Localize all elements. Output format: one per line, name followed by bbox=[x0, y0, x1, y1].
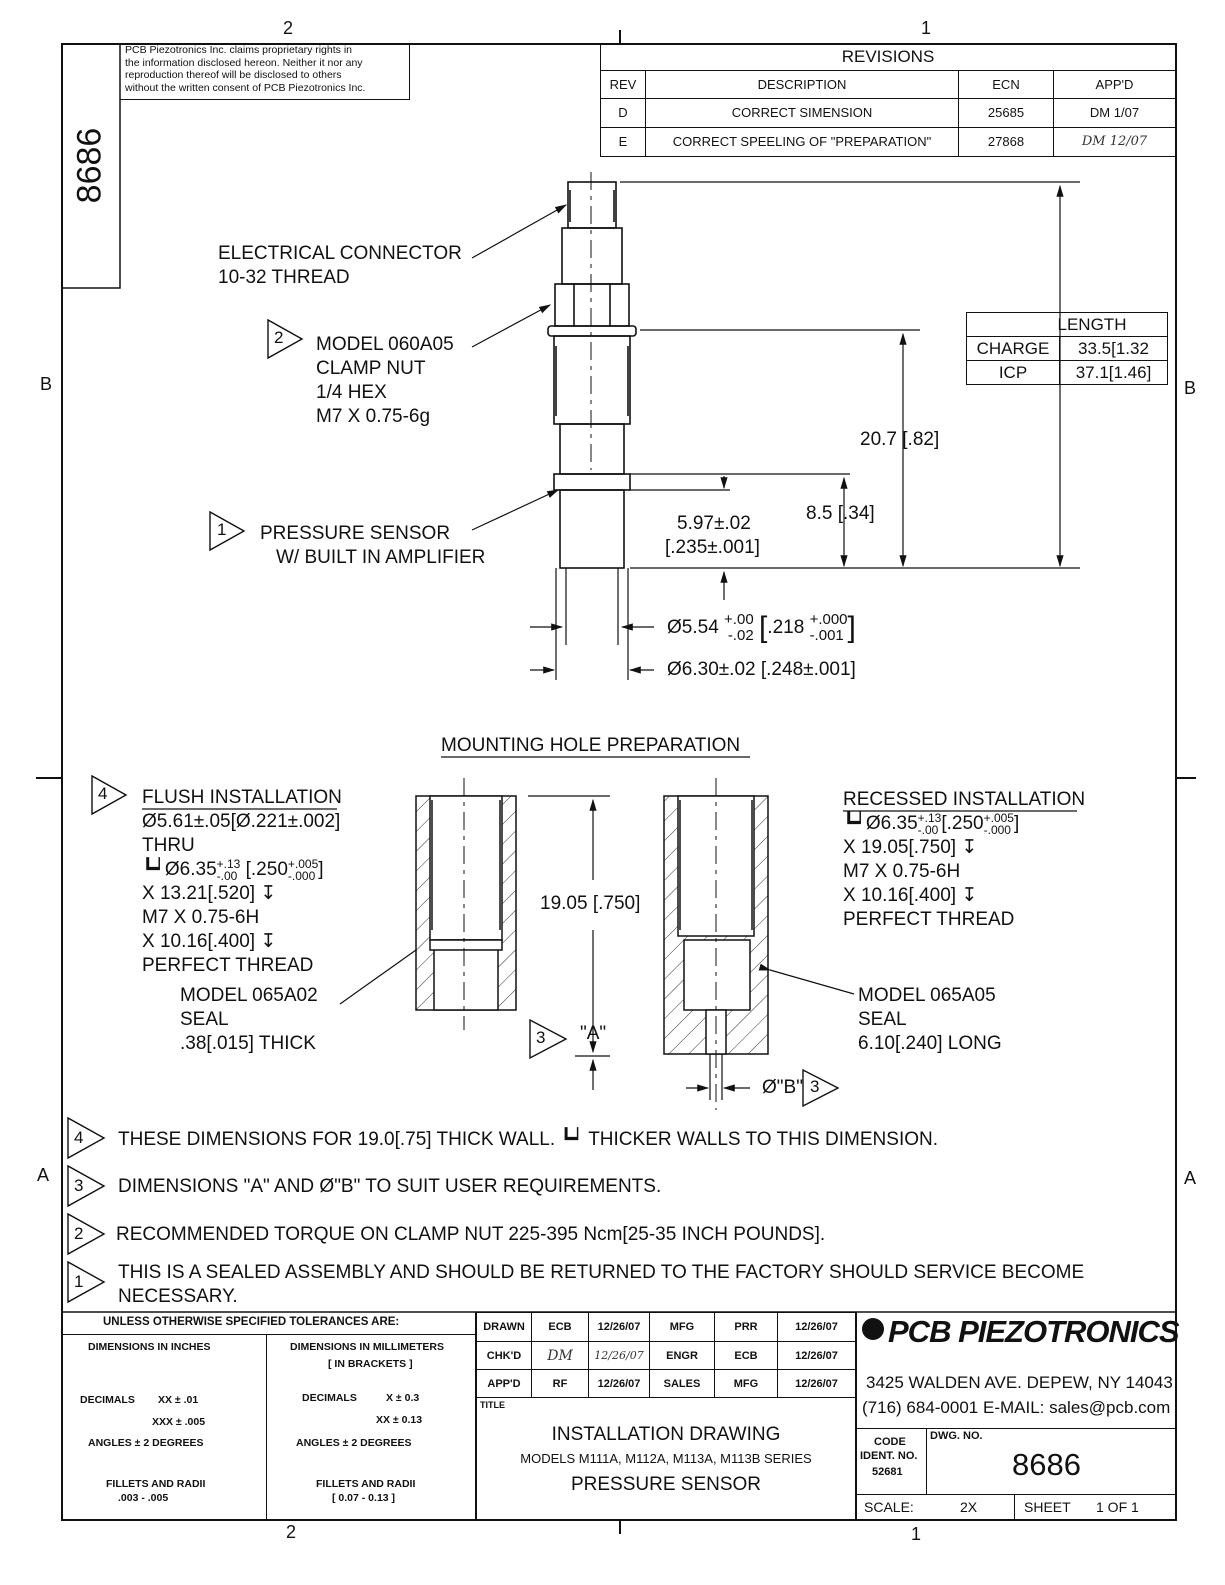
note-3-number: 3 bbox=[74, 1176, 84, 1195]
tol-upper: +.005 bbox=[983, 811, 1014, 825]
signoff-cell: 12/26/07 bbox=[589, 1313, 650, 1342]
length-table bbox=[966, 312, 1168, 385]
signoff-cell: DRAWN bbox=[477, 1313, 532, 1342]
description-cell: CORRECT SPEELING OF "PREPARATION" bbox=[646, 127, 959, 156]
callout-line: W/ BUILT IN AMPLIFIER bbox=[276, 547, 486, 568]
length-name: ICP bbox=[967, 361, 1060, 385]
inch-fillets: FILLETS AND RADII bbox=[106, 1478, 206, 1490]
inch-fillets-value: .003 - .005 bbox=[118, 1492, 169, 1504]
dim-dia-5-54: Ø5.54 +.00 -.02 [.218 +.000 -.001 ] bbox=[667, 611, 856, 644]
clamp-nut-label bbox=[316, 333, 454, 429]
mm-angles: ANGLES ± 2 DEGREES bbox=[296, 1437, 412, 1449]
ident-label: IDENT. NO. bbox=[860, 1450, 918, 1462]
recessed-line: PERFECT THREAD bbox=[843, 909, 1015, 931]
rev-cell: D bbox=[601, 98, 646, 127]
signoff-cell: RF bbox=[532, 1370, 589, 1398]
note-4-text: THESE DIMENSIONS FOR 19.0[.75] THICK WALL. ┗┙ THICKER WALLS TO THIS DIMENSION. bbox=[118, 1129, 939, 1150]
appd-cell: DM 1/07 bbox=[1054, 98, 1176, 127]
title-line-2: MODELS M111A, M112A, M113A, M113B SERIES bbox=[520, 1451, 812, 1466]
signoff-cell: 12/26/07 bbox=[778, 1342, 856, 1370]
description-cell: CORRECT SIMENSION bbox=[646, 98, 959, 127]
mm-title: DIMENSIONS IN MILLIMETERS bbox=[290, 1341, 445, 1353]
sheet-value: 1 OF 1 bbox=[1096, 1499, 1139, 1515]
flush-line: PERFECT THREAD bbox=[142, 955, 314, 977]
signoff-cell: ECB bbox=[715, 1342, 778, 1370]
signoff-row bbox=[477, 1342, 856, 1370]
proprietary-line: the information disclosed hereon. Neither it nor any bbox=[125, 56, 363, 69]
mm-title-brackets: [ IN BRACKETS ] bbox=[328, 1358, 413, 1370]
mounting-title: MOUNTING HOLE PREPARATION bbox=[441, 735, 741, 756]
inch-decimals: DECIMALS bbox=[80, 1394, 135, 1406]
signoff-cell: 12/26/07 bbox=[589, 1370, 650, 1398]
rev-header: REV bbox=[601, 70, 646, 98]
b-dim-label: Ø"B" bbox=[762, 1077, 803, 1098]
length-value: 37.1[1.46] bbox=[1060, 361, 1168, 385]
seal-line: 6.10[.240] LONG bbox=[858, 1033, 1002, 1054]
signoff-row bbox=[477, 1370, 856, 1398]
signoff-cell: 12/26/07 bbox=[778, 1313, 856, 1342]
signoff-cell: DM bbox=[532, 1342, 589, 1370]
signoff-cell: ECB bbox=[532, 1313, 589, 1342]
zone-b-right: B bbox=[1184, 378, 1197, 398]
zone-2-top: 2 bbox=[283, 18, 294, 38]
appd-header: APP'D bbox=[1054, 70, 1176, 98]
recessed-line: M7 X 0.75-6H bbox=[843, 861, 961, 883]
inch-angles: ANGLES ± 2 DEGREES bbox=[88, 1437, 204, 1449]
tol-upper: +.13 bbox=[917, 811, 942, 825]
proprietary-line: without the written consent of PCB Piezotronics Inc. bbox=[125, 81, 366, 94]
company-divider bbox=[856, 1428, 1176, 1429]
a-dim-number: 3 bbox=[536, 1028, 546, 1047]
bracket: ] bbox=[1013, 813, 1020, 835]
dim-overall-20-7: 20.7 [.82] bbox=[860, 429, 940, 450]
sheet-label: SHEET bbox=[1024, 1499, 1071, 1515]
zone-a-right: A bbox=[1184, 1168, 1197, 1188]
signoff-cell: PRR bbox=[715, 1313, 778, 1342]
zone-1-bottom: 1 bbox=[911, 1524, 922, 1544]
inch-xxx: XXX ± .005 bbox=[152, 1416, 206, 1428]
dim-19-05: 19.05 [.750] bbox=[540, 893, 641, 914]
mm-xx: XX ± 0.13 bbox=[376, 1414, 423, 1426]
note-1-number: 1 bbox=[74, 1272, 84, 1291]
flush-seal-label bbox=[180, 984, 318, 1056]
signoff-cell: MFG bbox=[715, 1370, 778, 1398]
tol-lower: -.00 bbox=[216, 869, 238, 883]
recessed-line: X 10.16[.400] ↧ bbox=[843, 885, 978, 907]
signoff-cell: CHK'D bbox=[477, 1342, 532, 1370]
note-1-text: THIS IS A SEALED ASSEMBLY AND SHOULD BE RETURNED TO THE FACTORY SHOULD SERVICE BECOME bbox=[118, 1262, 1085, 1283]
company-name: PCB PIEZOTRONICS bbox=[888, 1314, 1179, 1349]
proprietary-note bbox=[120, 44, 410, 100]
tol-upper: +.005 bbox=[287, 857, 319, 871]
flush-line: Ø5.61±.05[Ø.221±.002] bbox=[142, 811, 341, 832]
length-value: 33.5[1.32 bbox=[1060, 337, 1168, 361]
note-2-number: 2 bbox=[74, 1224, 84, 1243]
signoff-cell: MFG bbox=[650, 1313, 715, 1342]
mm-fillets: FILLETS AND RADII bbox=[316, 1478, 416, 1490]
seal-line: MODEL 065A05 bbox=[858, 985, 996, 1006]
tol-lower: -.001 bbox=[809, 627, 844, 644]
sheet-divider bbox=[1014, 1494, 1015, 1520]
tolerance-mid-divider bbox=[266, 1334, 267, 1520]
connector-label bbox=[218, 242, 462, 290]
note-4-number: 4 bbox=[74, 1128, 84, 1147]
revision-row bbox=[601, 98, 1176, 127]
tolerance-header: UNLESS OTHERWISE SPECIFIED TOLERANCES ARE: bbox=[103, 1316, 400, 1328]
sensor-number: 1 bbox=[217, 520, 227, 539]
note-2-text: RECOMMENDED TORQUE ON CLAMP NUT 225-395 Ncm[25-35 INCH POUNDS]. bbox=[116, 1224, 826, 1245]
tol-lower: -.000 bbox=[983, 823, 1011, 837]
dim-5-97: 5.97±.02 bbox=[677, 513, 751, 534]
description-header: DESCRIPTION bbox=[646, 70, 959, 98]
revisions-table bbox=[600, 44, 1176, 157]
tol-lower: -.00 bbox=[917, 823, 939, 837]
zone-1-top: 1 bbox=[921, 18, 932, 38]
dim-8-5: 8.5 [.34] bbox=[806, 503, 875, 524]
signoff-cell: APP'D bbox=[477, 1370, 532, 1398]
flush-number: 4 bbox=[98, 784, 108, 803]
signoff-row bbox=[477, 1313, 856, 1342]
dim-inch: .218 bbox=[767, 617, 805, 639]
tol-upper: +.00 bbox=[724, 611, 754, 628]
callout-line: 10-32 THREAD bbox=[218, 267, 350, 288]
callout-line: CLAMP NUT bbox=[316, 358, 426, 379]
side-drawing-number: 8686 bbox=[70, 127, 109, 204]
inch-title: DIMENSIONS IN INCHES bbox=[88, 1341, 211, 1353]
signoff-cell: 12/26/07 bbox=[589, 1342, 650, 1370]
callout-line: ELECTRICAL CONNECTOR bbox=[218, 243, 462, 264]
title-line-3: PRESSURE SENSOR bbox=[570, 1474, 762, 1495]
zone-2-bottom: 2 bbox=[286, 1522, 297, 1542]
pcb-logo-icon bbox=[862, 1318, 884, 1340]
dim-inch: [.250 bbox=[245, 859, 288, 881]
signoff-cell: ENGR bbox=[650, 1342, 715, 1370]
callout-line: M7 X 0.75-6g bbox=[316, 406, 431, 427]
mm-decimals: DECIMALS bbox=[302, 1392, 357, 1404]
tol-upper: +.13 bbox=[216, 857, 241, 871]
appd-cell: DM 12/07 bbox=[1054, 127, 1176, 156]
note-1-text-cont: NECESSARY. bbox=[118, 1286, 238, 1307]
bracket: ] bbox=[318, 859, 324, 881]
proprietary-line: reproduction thereof will be disclosed to others bbox=[125, 69, 342, 81]
dim-value: ┗┙Ø6.35 bbox=[142, 859, 217, 881]
dwg-label: DWG. NO. bbox=[930, 1430, 983, 1442]
seal-line: SEAL bbox=[180, 1009, 229, 1030]
flush-line: M7 X 0.75-6H bbox=[142, 907, 260, 929]
note-3-text: DIMENSIONS "A" AND Ø"B" TO SUIT USER REQUIREMENTS. bbox=[118, 1176, 662, 1197]
clamp-nut-number: 2 bbox=[274, 328, 284, 347]
recessed-title: RECESSED INSTALLATION bbox=[843, 789, 1086, 810]
flush-installation-notes bbox=[142, 786, 342, 978]
signoff-table bbox=[476, 1312, 856, 1398]
callout-line: MODEL 060A05 bbox=[316, 334, 454, 355]
mm-x: X ± 0.3 bbox=[386, 1392, 420, 1404]
code-divider bbox=[926, 1428, 927, 1494]
tolerance-divider bbox=[62, 1334, 476, 1335]
ecn-cell: 27868 bbox=[959, 127, 1054, 156]
length-name: CHARGE bbox=[967, 337, 1060, 361]
inch-xx: XX ± .01 bbox=[158, 1394, 199, 1406]
flush-line: X 13.21[.520] ↧ bbox=[142, 883, 277, 905]
dim-value: ┗┙Ø6.35 bbox=[843, 813, 918, 835]
recessed-seal-label bbox=[858, 984, 1002, 1056]
recessed-installation-notes bbox=[843, 788, 1085, 932]
tol-lower: -.02 bbox=[727, 627, 754, 644]
flush-line bbox=[142, 858, 342, 882]
callout-line: 1/4 HEX bbox=[316, 382, 387, 403]
seal-line: SEAL bbox=[858, 1009, 907, 1030]
ecn-header: ECN bbox=[959, 70, 1054, 98]
zone-a-left: A bbox=[37, 1165, 50, 1185]
scale-divider bbox=[856, 1494, 1176, 1495]
company-contact: (716) 684-0001 E-MAIL: sales@pcb.com bbox=[862, 1398, 1171, 1417]
proprietary-line: PCB Piezotronics Inc. claims proprietary rights in bbox=[125, 44, 352, 56]
length-title: LENGTH bbox=[967, 313, 1168, 337]
sensor-outline bbox=[548, 172, 636, 568]
flush-title: FLUSH INSTALLATION bbox=[142, 787, 342, 808]
scale-label: SCALE: bbox=[864, 1499, 914, 1515]
title-line-1: INSTALLATION DRAWING bbox=[551, 1424, 781, 1445]
zone-b-left: B bbox=[40, 374, 53, 394]
tol-lower: -.000 bbox=[287, 869, 316, 883]
tol-upper: +.000 bbox=[809, 611, 848, 628]
signoff-cell: 12/26/07 bbox=[778, 1370, 856, 1398]
dim-dia-6-30: Ø6.30±.02 [.248±.001] bbox=[667, 659, 856, 680]
recessed-line: X 19.05[.750] ↧ bbox=[843, 837, 978, 859]
b-dim-number: 3 bbox=[810, 1077, 820, 1096]
code-label: CODE bbox=[874, 1436, 906, 1448]
dim-0-235: [.235±.001] bbox=[665, 537, 760, 558]
dim-inch: [.250 bbox=[941, 813, 984, 835]
flush-line: THRU bbox=[142, 835, 195, 856]
dwg-number: 8686 bbox=[1012, 1447, 1081, 1482]
flush-line: X 10.16[.400] ↧ bbox=[142, 931, 277, 953]
title-label: TITLE bbox=[480, 1400, 505, 1410]
rev-cell: E bbox=[601, 127, 646, 156]
callout-line: PRESSURE SENSOR bbox=[260, 523, 451, 544]
ident-number: 52681 bbox=[872, 1466, 903, 1478]
mm-fillets-value: [ 0.07 - 0.13 ] bbox=[332, 1492, 396, 1504]
ecn-cell: 25685 bbox=[959, 98, 1054, 127]
scale-value: 2X bbox=[960, 1499, 978, 1515]
revision-row bbox=[601, 127, 1176, 156]
a-dim-label: "A" bbox=[580, 1023, 607, 1044]
company-address: 3425 WALDEN AVE. DEPEW, NY 14043 bbox=[866, 1373, 1173, 1392]
seal-line: .38[.015] THICK bbox=[180, 1033, 316, 1054]
dim-value: Ø5.54 bbox=[667, 617, 719, 639]
recessed-line bbox=[843, 812, 1085, 836]
sensor-label bbox=[260, 522, 485, 570]
revisions-title: REVISIONS bbox=[601, 44, 1176, 70]
seal-line: MODEL 065A02 bbox=[180, 985, 318, 1006]
signoff-cell: SALES bbox=[650, 1370, 715, 1398]
